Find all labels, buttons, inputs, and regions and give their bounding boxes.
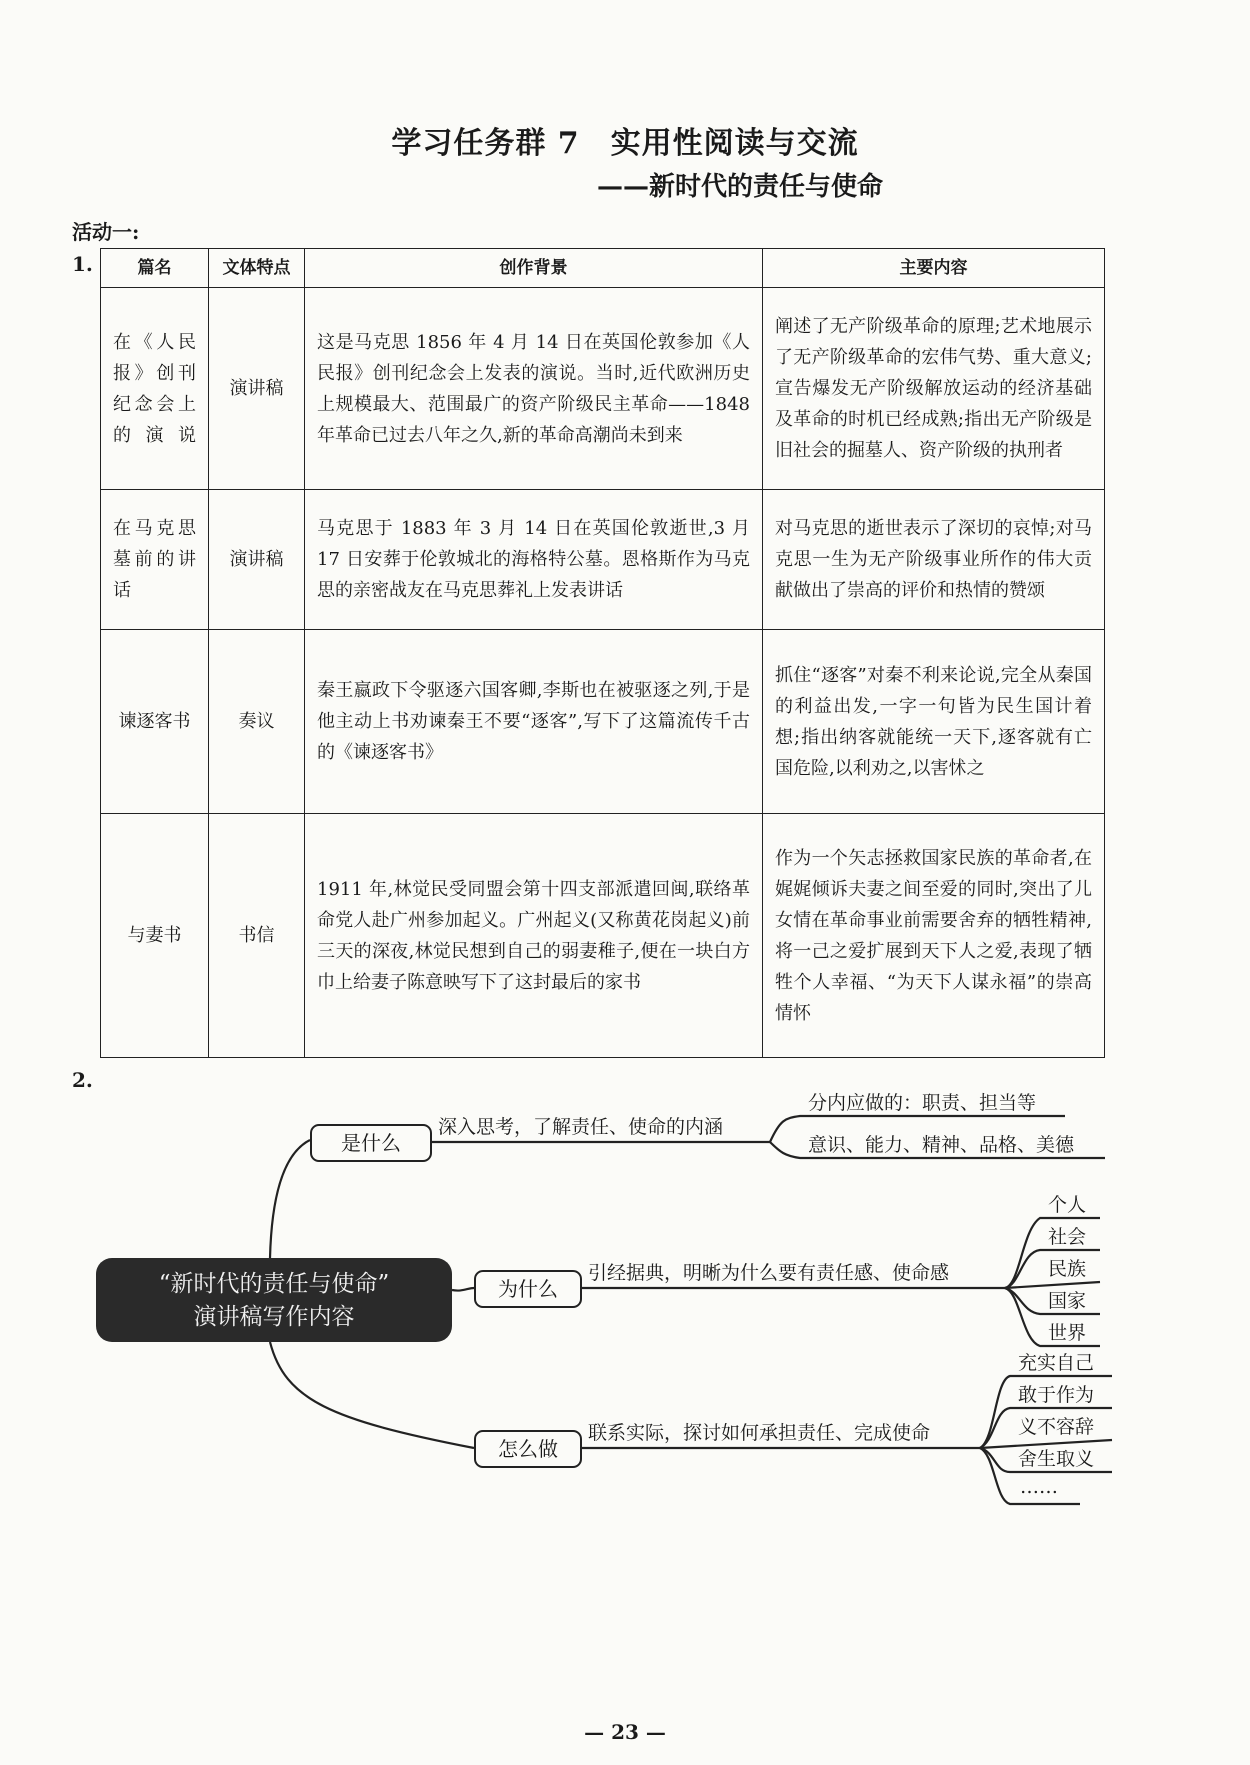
why-leaf: 个人 [1048, 1194, 1087, 1216]
content-cell: 对马克思的逝世表示了深切的哀悼;对马克思一生为无产阶级事业所作的伟大贡献做出了崇高的评价和热情的赞颂 [763, 490, 1105, 630]
root-line-2: 演讲稿写作内容 [193, 1304, 355, 1330]
connector-why [452, 1288, 474, 1291]
background-cell: 这是马克思 1856 年 4 月 14 日在英国伦敦参加《人民报》创刊纪念会上发表的演说。当时,近代欧洲历史上规模最大、范围最广的资产阶级民主革命——1848 年革命已过去八年之久,新的革命高潮尚未到来 [305, 288, 763, 490]
why-leaf: 社会 [1048, 1226, 1087, 1248]
style-cell: 书信 [209, 814, 305, 1058]
why-leaf: 国家 [1048, 1290, 1087, 1312]
background-cell: 马克思于 1883 年 3 月 14 日在英国伦敦逝世,3 月 17 日安葬于伦敦城北的海格特公墓。恩格斯作为马克思的亲密战友在马克思葬礼上发表讲话 [305, 490, 763, 630]
page-title: 学习任务群 7 实用性阅读与交流 [391, 126, 859, 161]
question-1-label: 1. [72, 252, 93, 276]
why-leaf: 世界 [1048, 1322, 1087, 1344]
work-title-cell: 与妻书 [101, 814, 209, 1058]
connector-how [270, 1342, 474, 1448]
column-header: 主要内容 [763, 249, 1105, 288]
page-number: — 23 — [584, 1720, 666, 1744]
work-title-cell: 在《人民报》创刊纪念会上的演说 [101, 288, 209, 490]
what-leaf: 意识、能力、精神、品格、美德 [808, 1134, 1075, 1156]
style-cell: 奏议 [209, 630, 305, 814]
how-description: 联系实际，探讨如何承担责任、完成使命 [588, 1422, 931, 1444]
column-header: 篇名 [101, 249, 209, 288]
why-description: 引经据典，明晰为什么要有责任感、使命感 [588, 1262, 950, 1284]
why-leaf: 民族 [1048, 1258, 1087, 1280]
branch-why: 为什么 [474, 1270, 582, 1308]
branch-how: 怎么做 [474, 1430, 582, 1468]
work-title-cell: 谏逐客书 [101, 630, 209, 814]
mindmap-root [96, 1258, 452, 1342]
style-cell: 演讲稿 [209, 288, 305, 490]
how-leaf: 义不容辞 [1018, 1416, 1095, 1438]
branch-what: 是什么 [310, 1124, 432, 1162]
column-header: 文体特点 [209, 249, 305, 288]
activity-label: 活动一: [72, 220, 140, 244]
question-2-label: 2. [72, 1068, 93, 1092]
how-leaf: 充实自己 [1018, 1352, 1095, 1374]
column-header: 创作背景 [305, 249, 763, 288]
connector-what [270, 1140, 310, 1258]
background-cell: 1911 年,林觉民受同盟会第十四支部派遣回闽,联络革命党人赴广州参加起义。广州起义(又称黄花岗起义)前三天的深夜,林觉民想到自己的弱妻稚子,便在一块白方巾上给妻子陈意映写下了这封最后的家书 [305, 814, 763, 1058]
how-leaf: 敢于作为 [1018, 1384, 1095, 1406]
content-cell: 抓住“逐客”对秦不利来论说,完全从秦国的利益出发,一字一句皆为民生国计着想;指出纳客就能统一天下,逐客就有亡国危险,以利劝之,以害怵之 [763, 630, 1105, 814]
page-subtitle: ——新时代的责任与使命 [596, 172, 883, 202]
root-line-1: “新时代的责任与使命” [158, 1271, 390, 1297]
background-cell: 秦王嬴政下令驱逐六国客卿,李斯也在被驱逐之列,于是他主动上书劝谏秦王不要“逐客”,写下了这篇流传千古的《谏逐客书》 [305, 630, 763, 814]
content-cell: 阐述了无产阶级革命的原理;艺术地展示了无产阶级革命的宏伟气势、重大意义;宣告爆发无产阶级解放运动的经济基础及革命的时机已经成熟;指出无产阶级是旧社会的掘墓人、资产阶级的执刑者 [763, 288, 1105, 490]
what-description: 深入思考，了解责任、使命的内涵 [438, 1116, 724, 1138]
style-cell: 演讲稿 [209, 490, 305, 630]
work-title-cell: 在马克思墓前的讲话 [101, 490, 209, 630]
how-leaf: …… [1020, 1476, 1058, 1498]
content-cell: 作为一个矢志拯救国家民族的革命者,在娓娓倾诉夫妻之间至爱的同时,突出了儿女情在革命事业前需要舍弃的牺牲精神,将一己之爱扩展到天下人之爱,表现了牺牲个人幸福、“为天下人谋永福”的崇高情怀 [763, 814, 1105, 1058]
how-leaf: 舍生取义 [1018, 1448, 1095, 1470]
what-leaf: 分内应做的：职责、担当等 [808, 1092, 1037, 1114]
